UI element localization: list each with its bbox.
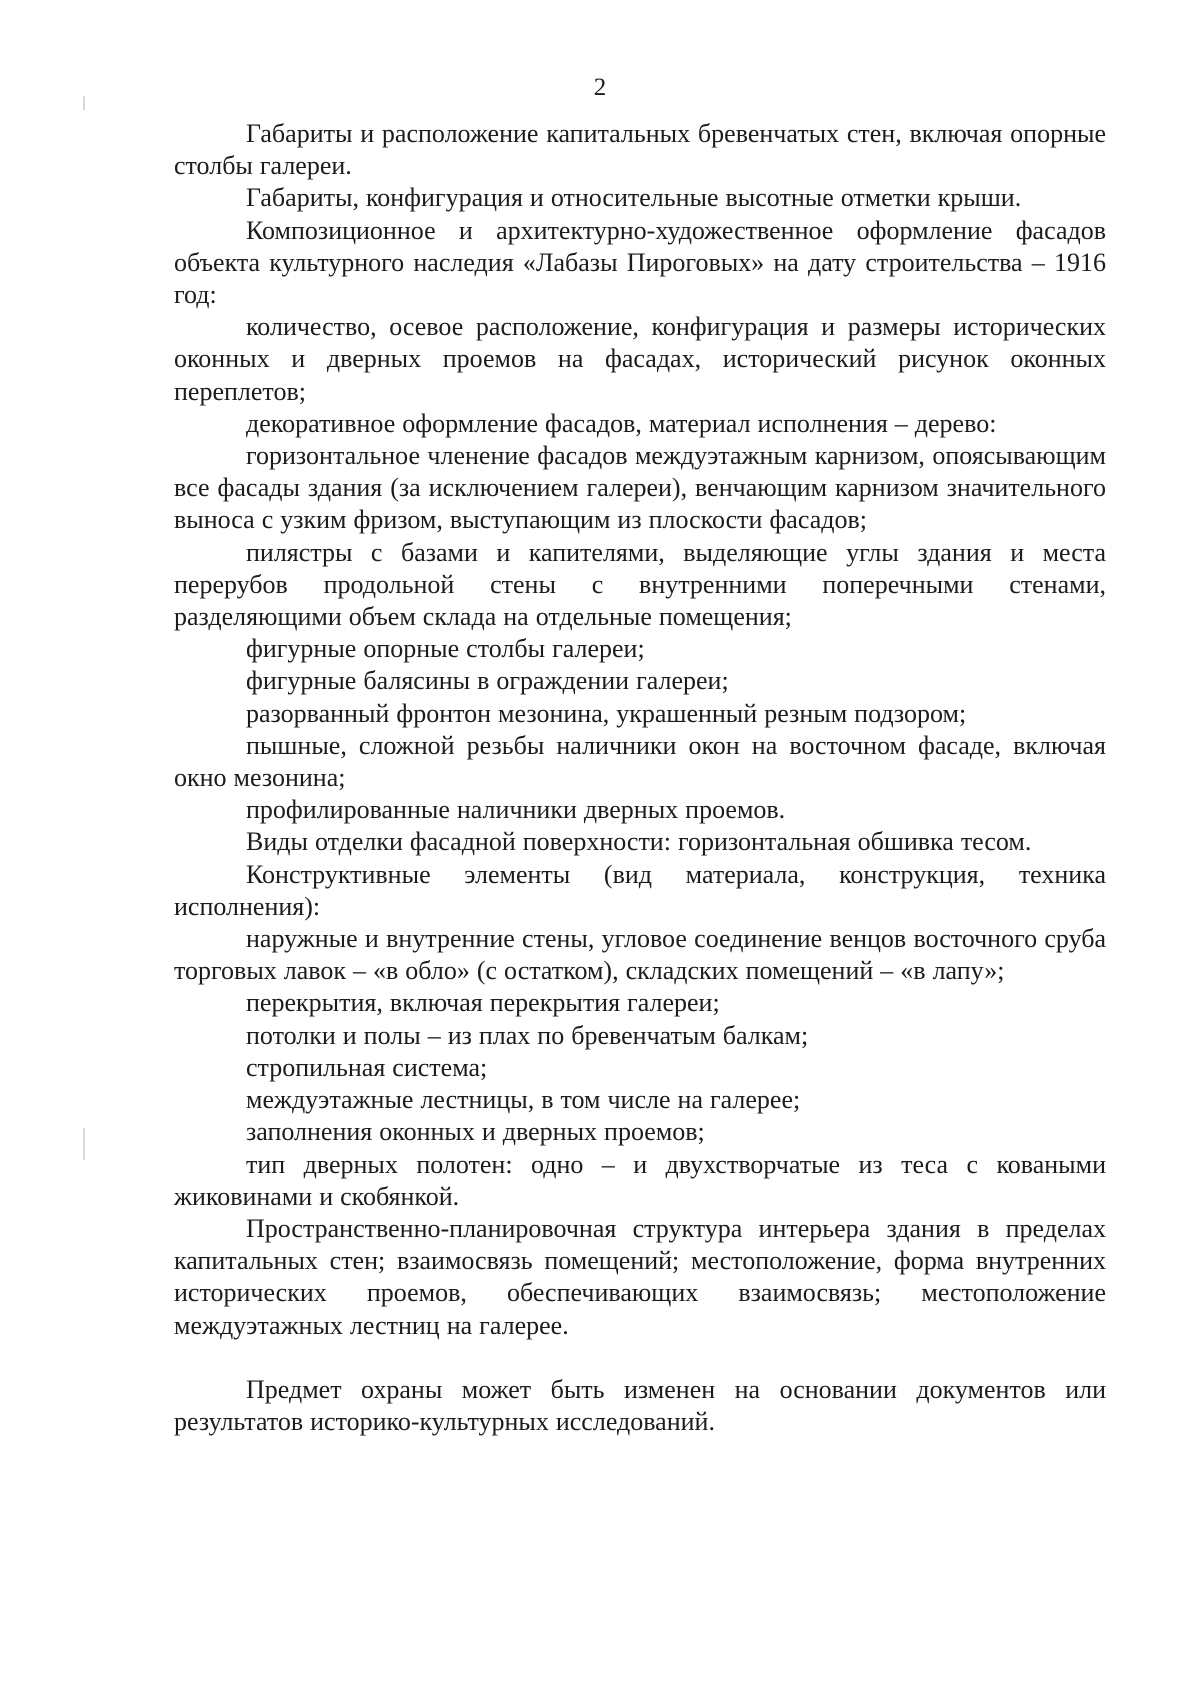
closing-note: Предмет охраны может быть изменен на основании документов или результатов историко-культурных исследований. (174, 1374, 1106, 1436)
paragraph: Композиционное и архитектурно-художественное оформление фасадов объекта культурного наследия «Лабазы Пироговых» на дату строительства – 1916 год: (174, 215, 1106, 310)
paragraph: профилированные наличники дверных проемов. (246, 795, 786, 825)
scan-artifact (83, 1128, 85, 1160)
paragraph: фигурные балясины в ограждении галереи; (246, 666, 729, 696)
paragraph: наружные и внутренние стены, угловое соединение венцов восточного сруба торговых лавок – «в обло» (с остатком), складских помещений – «в лапу»; (174, 924, 1106, 986)
paragraph: стропильная система; (246, 1052, 488, 1082)
paragraph: Пространственно-планировочная структура интерьера здания в пределах капитальных стен; взаимосвязь помещений; местоположение, форма внутренних исторических проемов, обеспечивающих взаимосвязь; местоположение междуэтажных лестниц на галерее. (174, 1213, 1106, 1340)
page-number: 2 (593, 74, 607, 101)
paragraph: Габариты и расположение капитальных бревенчатых стен, включая опорные столбы галереи. (174, 119, 1106, 181)
paragraph: потолки и полы – из плах по бревенчатым балкам; (246, 1020, 809, 1050)
document-body (174, 118, 1106, 1438)
paragraph: Виды отделки фасадной поверхности: горизонтальная обшивка тесом. (246, 827, 1032, 857)
paragraph: фигурные опорные столбы галереи; (246, 634, 645, 664)
paragraph: тип дверных полотен: одно – и двухстворчатые из теса с коваными жиковинами и скобянкой. (174, 1149, 1106, 1211)
paragraph: разорванный фронтон мезонина, украшенный резным подзором; (246, 698, 967, 728)
paragraph: Габариты, конфигурация и относительные высотные отметки крыши. (246, 183, 1022, 213)
paragraph: пилястры с базами и капителями, выделяющие углы здания и места перерубов продольной стены с внутренними поперечными стенами, разделяющими объем склада на отдельные помещения; (174, 537, 1106, 632)
paragraph: междуэтажные лестницы, в том числе на галерее; (246, 1085, 801, 1115)
paragraph: декоративное оформление фасадов, материал исполнения – дерево: (246, 408, 997, 438)
paragraph: заполнения оконных и дверных проемов; (246, 1117, 705, 1147)
paragraph: Конструктивные элементы (вид материала, конструкция, техника исполнения): (174, 859, 1106, 921)
paragraph: пышные, сложной резьбы наличники окон на восточном фасаде, включая окно мезонина; (174, 730, 1106, 793)
paragraph: перекрытия, включая перекрытия галереи; (246, 988, 720, 1018)
paragraph: количество, осевое расположение, конфигурация и размеры исторических оконных и дверных проемов на фасадах, исторический рисунок оконных переплетов; (174, 312, 1106, 406)
paragraph: горизонтальное членение фасадов междуэтажным карнизом, опоясывающим все фасады здания (за исключением галереи), венчающим карнизом значительного выноса с узким фризом, выступающим из плоскости фасадов; (174, 441, 1106, 535)
